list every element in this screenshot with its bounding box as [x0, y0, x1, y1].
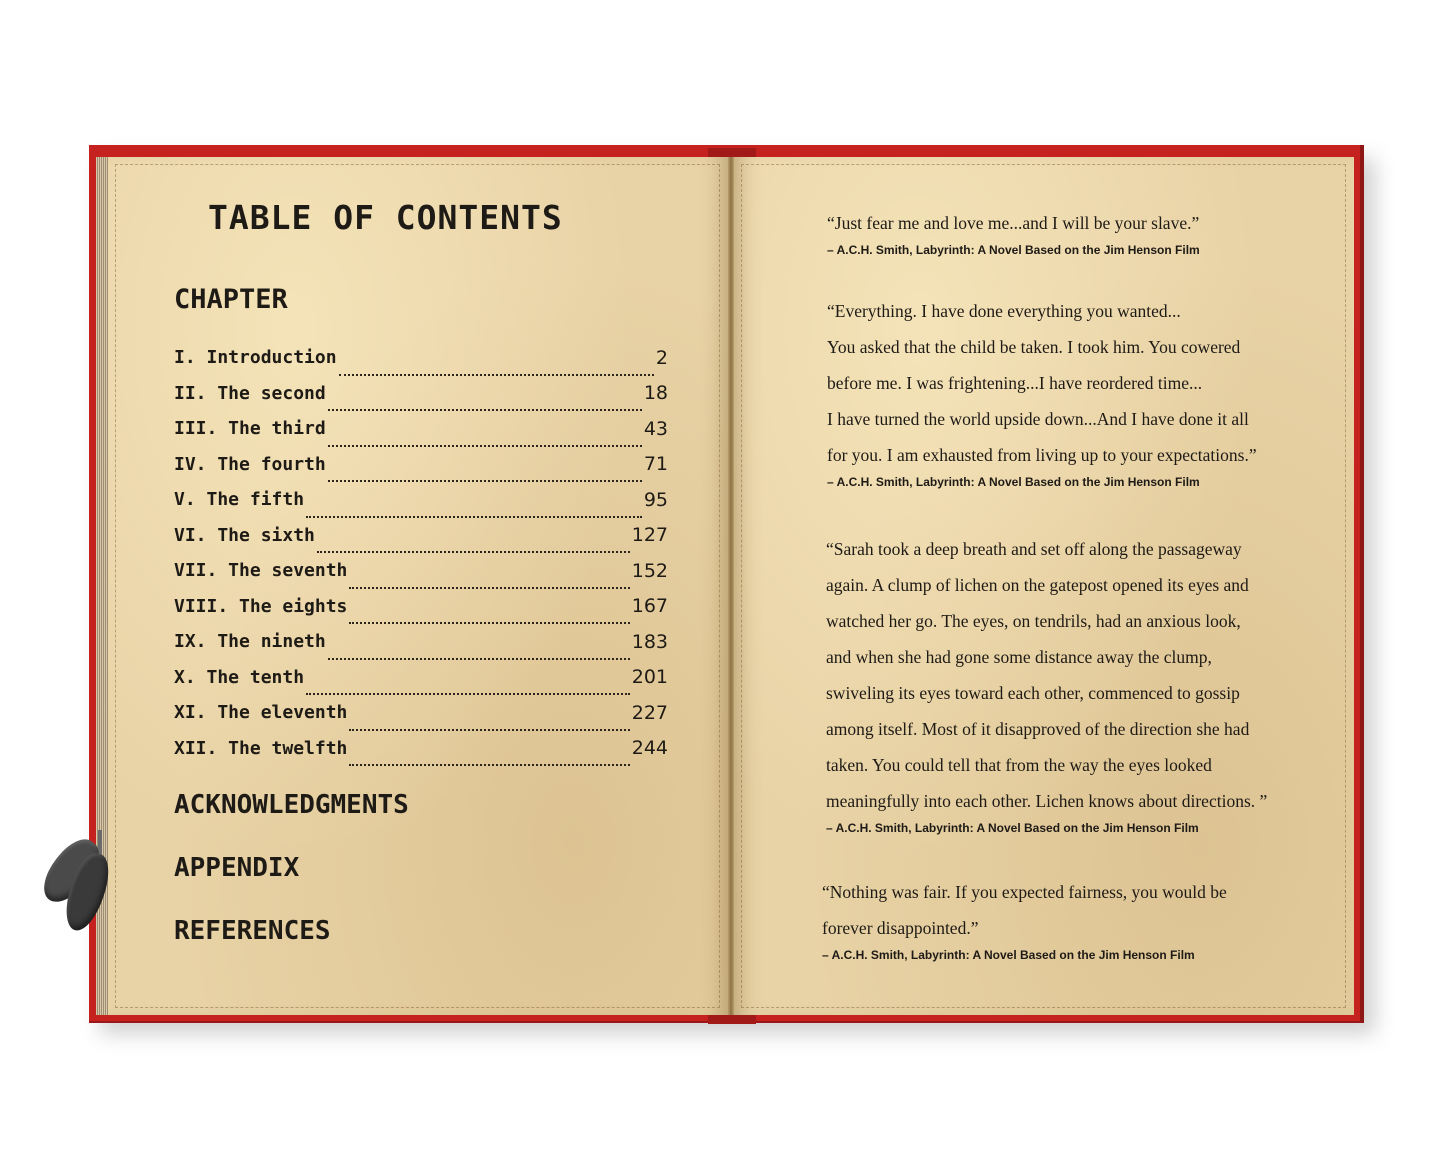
toc-page-number: 127 [631, 524, 668, 547]
toc-page-number: 227 [631, 701, 668, 724]
spine-bottom [708, 1015, 756, 1024]
toc-page-number: 95 [643, 488, 668, 511]
quote-line: watched her go. The eyes, on tendrils, had an anxious look, [826, 611, 1241, 631]
toc-references[interactable]: REFERENCES [174, 916, 331, 946]
quote-block [827, 293, 1257, 489]
toc-page-number: 244 [631, 737, 668, 760]
toc-page-number: 43 [643, 417, 668, 440]
toc-chapter-item[interactable] [174, 553, 668, 589]
quote-block [822, 874, 1227, 962]
toc-page-number: 18 [643, 382, 668, 405]
toc-dot-leader [328, 640, 630, 660]
toc-title: TABLE OF CONTENTS [208, 198, 563, 237]
toc-dot-leader [328, 427, 642, 447]
quote-line: “Sarah took a deep breath and set off along the passageway [826, 539, 1242, 559]
toc-chapter-item[interactable] [174, 731, 668, 767]
quote-line: “Nothing was fair. If you expected fairness, you would be [822, 882, 1227, 902]
toc-chapter-list [174, 340, 668, 766]
toc-dot-leader [328, 391, 642, 411]
quote-line: before me. I was frightening...I have reordered time... [827, 373, 1203, 393]
toc-dot-leader [306, 498, 642, 518]
toc-dot-leader [317, 533, 630, 553]
toc-chapter-label: II. The second [174, 382, 326, 404]
toc-dot-leader [349, 604, 629, 624]
toc-chapter-item[interactable] [174, 624, 668, 660]
toc-dot-leader [328, 462, 642, 482]
quote-attribution: – A.C.H. Smith, Labyrinth: A Novel Based on the Jim Henson Film [822, 948, 1195, 962]
toc-chapter-label: XII. The twelfth [174, 737, 348, 759]
quote-line: “Everything. I have done everything you wanted... [827, 301, 1181, 321]
toc-page-number: 183 [631, 630, 668, 653]
toc-chapter-item[interactable] [174, 660, 668, 696]
spine-top [708, 148, 756, 157]
quote-line: “Just fear me and love me...and I will be your slave.” [827, 213, 1200, 233]
quote-block [826, 531, 1267, 835]
quote-line: and when she had gone some distance away the clump, [826, 647, 1212, 667]
quote-line: taken. You could tell that from the way the eyes looked [826, 755, 1212, 775]
toc-chapter-label: IX. The nineth [174, 631, 326, 653]
toc-dot-leader [306, 675, 630, 695]
toc-chapter-item[interactable] [174, 447, 668, 483]
quote-attribution: – A.C.H. Smith, Labyrinth: A Novel Based on the Jim Henson Film [827, 243, 1200, 257]
toc-page-number: 201 [631, 666, 668, 689]
toc-page-number: 2 [655, 346, 668, 369]
quote-attribution: – A.C.H. Smith, Labyrinth: A Novel Based on the Jim Henson Film [826, 821, 1199, 835]
toc-chapter-label: I. Introduction [174, 347, 337, 369]
toc-dot-leader [349, 569, 629, 589]
toc-chapter-item[interactable] [174, 411, 668, 447]
quote-line: You asked that the child be taken. I took him. You cowered [827, 337, 1241, 357]
toc-chapter-item[interactable] [174, 376, 668, 412]
quote-line: again. A clump of lichen on the gatepost opened its eyes and [826, 575, 1249, 595]
toc-dot-leader [339, 356, 654, 376]
toc-chapter-label: VII. The seventh [174, 560, 348, 582]
quote-block [827, 205, 1200, 257]
toc-dot-leader [349, 711, 629, 731]
quote-attribution: – A.C.H. Smith, Labyrinth: A Novel Based on the Jim Henson Film [827, 475, 1200, 489]
quote-line: among itself. Most of it disapproved of the direction she had [826, 719, 1250, 739]
toc-page-number: 152 [631, 559, 668, 582]
chapter-heading: CHAPTER [174, 284, 288, 315]
toc-dot-leader [349, 746, 629, 766]
toc-page-number: 167 [631, 595, 668, 618]
toc-acknowledgments[interactable]: ACKNOWLEDGMENTS [174, 790, 409, 820]
toc-appendix[interactable]: APPENDIX [174, 853, 300, 883]
toc-chapter-item[interactable] [174, 518, 668, 554]
quote-line: meaningfully into each other. Lichen knows about directions. ” [826, 791, 1268, 811]
toc-chapter-item[interactable] [174, 482, 668, 518]
toc-chapter-item[interactable] [174, 340, 668, 376]
toc-chapter-label: V. The fifth [174, 489, 305, 511]
toc-chapter-label: III. The third [174, 418, 326, 440]
quote-line: I have turned the world upside down...And I have done it all [827, 409, 1249, 429]
quote-line: for you. I am exhausted from living up to your expectations.” [827, 445, 1257, 465]
toc-chapter-label: X. The tenth [174, 666, 305, 688]
toc-chapter-label: XI. The eleventh [174, 702, 348, 724]
quote-line: swiveling its eyes toward each other, commenced to gossip [826, 683, 1240, 703]
toc-chapter-item[interactable] [174, 589, 668, 625]
toc-chapter-item[interactable] [174, 695, 668, 731]
toc-chapter-label: VI. The sixth [174, 524, 315, 546]
quote-line: forever disappointed.” [822, 918, 979, 938]
toc-chapter-label: VIII. The eights [174, 595, 348, 617]
toc-chapter-label: IV. The fourth [174, 453, 326, 475]
toc-page-number: 71 [643, 453, 668, 476]
